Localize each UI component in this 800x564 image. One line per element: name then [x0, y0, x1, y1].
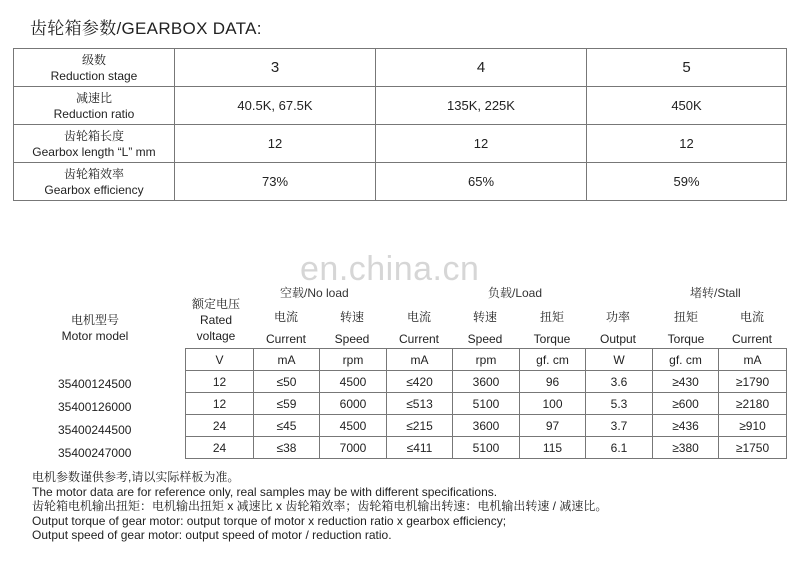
label-cn: 级数 [81, 52, 106, 67]
label-en: Gearbox efficiency [44, 182, 144, 197]
table-cell: 24 [186, 437, 254, 459]
list-item: 35400124500 [58, 377, 132, 391]
table-cell: 65% [376, 163, 587, 201]
table-cell: 12 [587, 125, 787, 163]
table-row [186, 371, 787, 393]
col-header: 电流 Current [398, 310, 439, 346]
table-cell: 12 [175, 125, 376, 163]
table-cell: 7000 [320, 437, 387, 459]
row-label [14, 87, 175, 125]
col-header: 电流 Current [265, 310, 306, 346]
table-cell: ≥436 [653, 415, 719, 437]
model-list [58, 373, 131, 465]
motor-model-label [40, 312, 150, 344]
group-header-noload: 空载/No load [280, 286, 349, 300]
table-cell: 4500 [320, 415, 387, 437]
label-en: Rated [199, 313, 233, 327]
table-cell: ≥2180 [719, 393, 787, 415]
row-label [14, 49, 175, 87]
table-cell: ≥910 [719, 415, 787, 437]
table-cell: 24 [186, 415, 254, 437]
table-cell: 4 [376, 49, 587, 87]
table-cell: 6000 [320, 393, 387, 415]
table-row [186, 415, 787, 437]
note-line: Output speed of gear motor: output speed of motor / reduction ratio. [32, 528, 392, 542]
group-header-stall: 堵转/Stall [690, 286, 741, 300]
table-cell: 5100 [453, 393, 520, 415]
list-item: 35400247000 [58, 446, 132, 460]
label-cn: 齿轮箱效率 [63, 166, 124, 181]
table-cell: 3.6 [586, 371, 653, 393]
unit-cell: rpm [320, 349, 387, 371]
note-line: 齿轮箱电机输出扭矩：电机输出扭矩 x 减速比 x 齿轮箱效率；齿轮箱电机输出转速：电机输出转速 / 减速比。 [32, 499, 608, 513]
table-cell: 4500 [320, 371, 387, 393]
table-row [186, 349, 787, 371]
table-cell: 5100 [453, 437, 520, 459]
table-cell: ≤411 [387, 437, 453, 459]
label-en: voltage [196, 329, 236, 343]
table-row [14, 125, 787, 163]
table-cell: 96 [520, 371, 586, 393]
unit-cell: rpm [453, 349, 520, 371]
table-cell: ≤50 [254, 371, 320, 393]
table-cell: ≥380 [653, 437, 719, 459]
unit-cell: V [186, 349, 254, 371]
table-cell: 100 [520, 393, 586, 415]
col-header: 扭矩 Torque [667, 310, 705, 346]
table-cell: ≤215 [387, 415, 453, 437]
table-row [14, 163, 787, 201]
table-row [14, 87, 787, 125]
row-label [14, 125, 175, 163]
table-cell: 12 [186, 393, 254, 415]
note-line: The motor data are for reference only, real samples may be with different specifications. [32, 484, 498, 499]
table-cell: ≤513 [387, 393, 453, 415]
table-row [186, 393, 787, 415]
table-cell: 12 [376, 125, 587, 163]
row-label [14, 163, 175, 201]
unit-cell: mA [254, 349, 320, 371]
label-cn: 电机型号 [70, 313, 119, 327]
table-cell: 3600 [453, 415, 520, 437]
unit-cell: gf. cm [653, 349, 719, 371]
table-cell: ≥1790 [719, 371, 787, 393]
table-cell: ≥430 [653, 371, 719, 393]
note-line: 电机参数谨供参考,请以实际样板为准。 [32, 470, 240, 484]
table-cell: 73% [175, 163, 376, 201]
table-cell: 3.7 [586, 415, 653, 437]
table-cell: 5.3 [586, 393, 653, 415]
gearbox-table [13, 48, 787, 201]
list-item: 35400244500 [58, 423, 132, 437]
table-cell: 6.1 [586, 437, 653, 459]
table-cell: ≤59 [254, 393, 320, 415]
page-title: 齿轮箱参数/GEARBOX DATA: [30, 19, 262, 38]
label-cn: 额定电压 [191, 297, 240, 311]
footnotes [32, 470, 607, 543]
label-cn: 齿轮箱长度 [63, 128, 124, 143]
table-cell: ≥1750 [719, 437, 787, 459]
table-cell: 115 [520, 437, 586, 459]
col-header: 电流 Current [731, 310, 772, 346]
table-cell: ≤38 [254, 437, 320, 459]
unit-cell: W [586, 349, 653, 371]
table-cell: 5 [587, 49, 787, 87]
table-cell: 12 [186, 371, 254, 393]
col-header: 扭矩 Torque [533, 310, 571, 346]
table-row [14, 49, 787, 87]
motor-table [185, 348, 787, 459]
watermark: en.china.cn [300, 250, 480, 288]
table-cell: ≥600 [653, 393, 719, 415]
table-cell: 3 [175, 49, 376, 87]
table-row [186, 437, 787, 459]
table-cell: 3600 [453, 371, 520, 393]
table-cell: 97 [520, 415, 586, 437]
table-cell: ≤45 [254, 415, 320, 437]
label-en: Motor model [61, 329, 129, 343]
label-cn: 减速比 [75, 90, 112, 105]
col-header: 转速 Speed [334, 310, 370, 346]
group-header-load: 负载/Load [488, 286, 543, 300]
table-cell: 59% [587, 163, 787, 201]
unit-cell: mA [387, 349, 453, 371]
rated-voltage-label [180, 296, 252, 344]
label-en: Reduction ratio [53, 106, 135, 121]
col-header: 转速 Speed [467, 310, 503, 346]
label-en: Gearbox length “L” mm [32, 144, 156, 159]
table-cell: 135K, 225K [376, 87, 587, 125]
table-cell: 40.5K, 67.5K [175, 87, 376, 125]
col-header: 功率 Output [599, 310, 637, 346]
label-en: Reduction stage [50, 68, 138, 83]
unit-cell: mA [719, 349, 787, 371]
table-cell: 450K [587, 87, 787, 125]
table-cell: ≤420 [387, 371, 453, 393]
note-line: Output torque of gear motor: output torque of motor x reduction ratio x gearbox efficiency; [32, 513, 507, 528]
list-item: 35400126000 [58, 400, 132, 414]
unit-cell: gf. cm [520, 349, 586, 371]
